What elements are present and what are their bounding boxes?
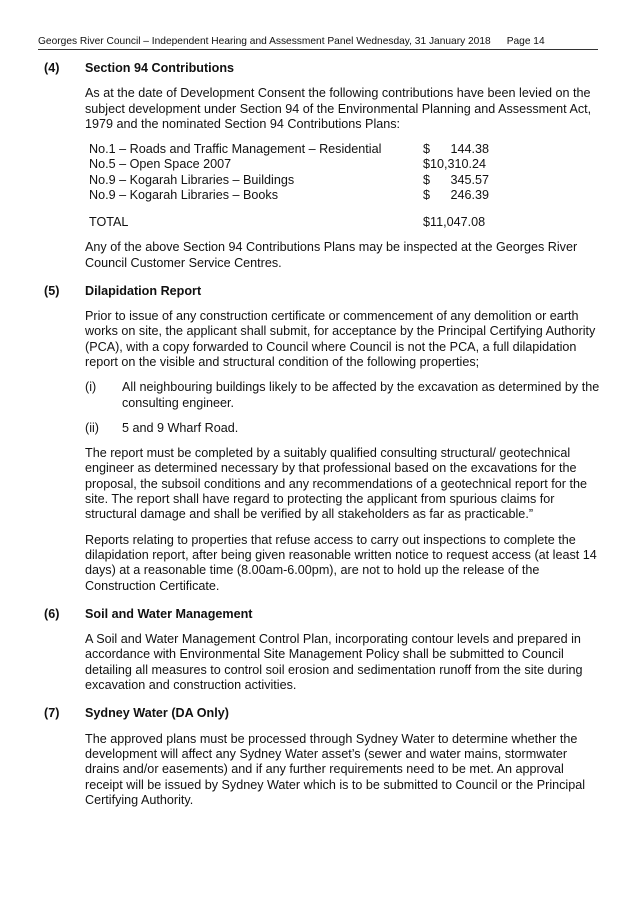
paragraph: Reports relating to properties that refuse access to carry out inspections to complete the dilapidation report, after being given reasonable written notice to request access (at least 14 days) at a reasonable time (8.00am-6.00pm), are not to hold up the release of the Construction Certificate. — [85, 532, 597, 593]
section-heading — [44, 706, 604, 721]
page-header — [38, 35, 598, 50]
list-item-number: (i) — [85, 380, 97, 395]
section-heading — [44, 61, 604, 76]
section-number: (4) — [44, 61, 60, 75]
list-item — [85, 421, 604, 436]
section-title: Section 94 Contributions — [85, 61, 235, 75]
section-title: Sydney Water (DA Only) — [85, 706, 229, 721]
paragraph: A Soil and Water Management Control Plan, incorporating contour levels and prepared in accordance with Environmental Site Management Policy shall be submitted to Council detailing all measures to control soil erosion and sedimentation runoff from the site during excavation and construction activities. — [85, 632, 583, 693]
paragraph: The report must be completed by a suitably qualified consulting structural/ geotechnical engineer as determined necessary by that professional based on the excavations for the proposal, the subsoil conditions and any recommendations of a geotechnical report for the site. The report shall have regard to protecting the applicant from spurious claims for structural damage and shall be verified by all stakeholders as far as practicable.” — [85, 446, 587, 522]
total-row — [89, 215, 489, 230]
contributions-table — [89, 142, 489, 230]
row-amount: 246.39 — [450, 187, 489, 202]
list-item-text: All neighbouring buildings likely to be affected by the excavation as determined by the consulting engineer. — [122, 380, 600, 410]
row-amount: $10,310.24 — [423, 157, 487, 172]
table-row — [89, 157, 489, 172]
section-number: (5) — [44, 283, 60, 298]
row-description: No.1 – Roads and Traffic Management – Residential — [89, 142, 382, 157]
section-heading — [44, 284, 604, 299]
section-4 — [44, 61, 604, 271]
section-title: Dilapidation Report — [85, 283, 202, 298]
total-value: $11,047.08 — [423, 215, 486, 229]
table-row — [89, 142, 489, 157]
section-6 — [44, 607, 604, 693]
page-number: Page 14 — [506, 36, 545, 47]
paragraph: Any of the above Section 94 Contributions Plans may be inspected at the Georges River Council Customer Service Centres. — [85, 240, 578, 270]
row-currency: $ — [423, 142, 431, 157]
list-item-number: (ii) — [85, 420, 99, 435]
row-amount: 345.57 — [450, 172, 489, 187]
section-title: Soil and Water Management — [85, 606, 253, 621]
section-number: (7) — [44, 706, 60, 721]
document-body — [44, 61, 604, 821]
paragraph: The approved plans must be processed through Sydney Water to determine whether the development will affect any Sydney Water asset’s (sewer and water mains, stormwater drains and/or easements) and if any further requirements need to be met. An approval receipt will be issued by Sydney Water which is to be submitted to Council or the Principal Certifying Authority. — [85, 731, 586, 807]
row-currency: $ — [423, 172, 431, 187]
table-row — [89, 173, 489, 188]
row-description: No.9 – Kogarah Libraries – Buildings — [89, 172, 295, 187]
total-label: TOTAL — [89, 215, 129, 229]
table-row — [89, 188, 489, 203]
row-description: No.9 – Kogarah Libraries – Books — [89, 187, 279, 202]
section-number: (6) — [44, 606, 60, 621]
section-5 — [44, 284, 604, 594]
section-heading — [44, 607, 604, 622]
section-7 — [44, 706, 604, 808]
row-description: No.5 – Open Space 2007 — [89, 157, 232, 172]
list-item — [85, 380, 604, 411]
row-currency: $ — [423, 187, 431, 202]
paragraph: As at the date of Development Consent the following contributions have been levied on the subject development under Section 94 of the Environmental Planning and Assessment Act, 1979 and the nominated Section 94 Contributions Plans: — [85, 86, 592, 131]
row-amount: 144.38 — [450, 142, 489, 157]
list-item-text: 5 and 9 Wharf Road. — [122, 420, 239, 435]
paragraph: Prior to issue of any construction certificate or commencement of any demolition or earth works on site, the applicant shall submit, for acceptance by the Principal Certifying Authority (PCA), with a copy forwarded to Council where Council is not the PCA, a full dilapidation report on the visible and structural condition of the following properties; — [85, 309, 596, 369]
header-text: Georges River Council – Independent Hearing and Assessment Panel Wednesday, 31 January 2018 — [38, 36, 491, 47]
